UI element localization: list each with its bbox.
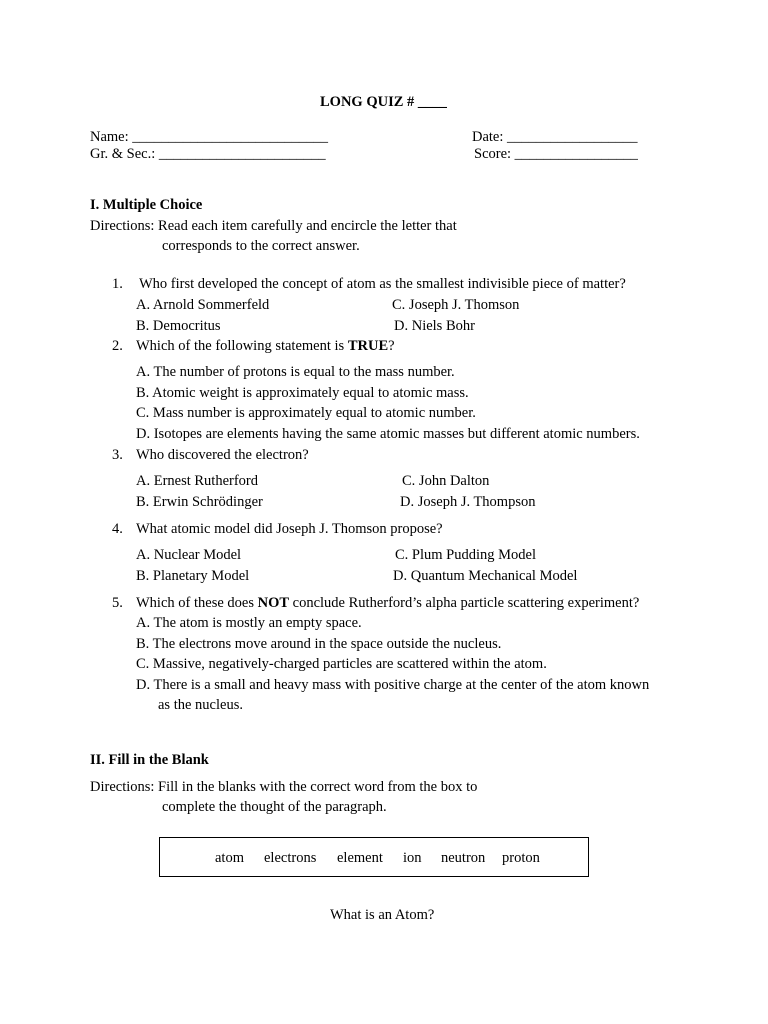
choice-a: A. The atom is mostly an empty space. — [136, 615, 362, 631]
choice-d: D. Quantum Mechanical Model — [393, 568, 578, 584]
choice-a: A. Arnold Sommerfeld — [136, 297, 270, 313]
question-number: 3. — [112, 447, 123, 463]
choice-b: B. Atomic weight is approximately equal to atomic mass. — [136, 385, 469, 401]
choice-c: C. Massive, negatively-charged particles are scattered within the atom. — [136, 656, 547, 672]
question-text: Who discovered the electron? — [136, 447, 309, 463]
question-text-part: conclude Rutherford’s alpha particle scattering experiment? — [289, 595, 640, 611]
word-bank-item: electrons — [264, 850, 317, 866]
choice-b: B. Planetary Model — [136, 568, 250, 584]
question-text: Who first developed the concept of atom as the smallest indivisible piece of matter? — [139, 276, 626, 292]
passage-title: What is an Atom? — [330, 907, 435, 923]
choice-a: A. Nuclear Model — [136, 547, 242, 563]
choice-b: B. Erwin Schrödinger — [136, 494, 263, 510]
choice-c: C. Joseph J. Thomson — [392, 297, 520, 313]
quiz-title: LONG QUIZ # ____ — [320, 94, 447, 110]
question-text-part: ? — [388, 338, 395, 354]
question-number: 1. — [112, 276, 123, 292]
name-field-label: Name: ___________________________ — [90, 129, 329, 145]
emphasis-word: TRUE — [347, 338, 389, 354]
question-text-part: Which of these does — [136, 595, 258, 611]
directions-line-1: Directions: Fill in the blanks with the correct word from the box to — [90, 779, 478, 795]
directions-line-2: complete the thought of the paragraph. — [162, 799, 387, 815]
word-bank-item: atom — [215, 850, 244, 866]
directions-line-2: corresponds to the correct answer. — [162, 238, 360, 254]
choice-a: A. The number of protons is equal to the mass number. — [136, 364, 455, 380]
word-bank-item: element — [337, 850, 383, 866]
grade-section-field-label: Gr. & Sec.: _______________________ — [90, 146, 326, 162]
choice-d-continuation: as the nucleus. — [158, 697, 243, 713]
question-text: What atomic model did Joseph J. Thomson propose? — [136, 521, 443, 537]
question-number: 2. — [112, 338, 123, 354]
choice-d: D. Isotopes are elements having the same atomic masses but different atomic numbers. — [136, 426, 640, 442]
question-text — [136, 338, 395, 355]
section-heading-fill-in-the-blank: II. Fill in the Blank — [90, 752, 209, 768]
word-bank-item: ion — [403, 850, 422, 866]
question-number: 5. — [112, 595, 123, 611]
choice-d: D. There is a small and heavy mass with positive charge at the center of the atom known — [136, 677, 650, 693]
choice-c: C. Mass number is approximately equal to atomic number. — [136, 405, 476, 421]
choice-b: B. The electrons move around in the space outside the nucleus. — [136, 636, 502, 652]
directions-line-1: Directions: Read each item carefully and encircle the letter that — [90, 218, 457, 234]
date-field-label: Date: __________________ — [472, 129, 638, 145]
score-field-label: Score: _________________ — [474, 146, 638, 162]
choice-d: D. Joseph J. Thompson — [400, 494, 536, 510]
question-text — [136, 595, 639, 612]
choice-d: D. Niels Bohr — [394, 318, 475, 334]
choice-c: C. John Dalton — [402, 473, 490, 489]
choice-c: C. Plum Pudding Model — [395, 547, 536, 563]
question-number: 4. — [112, 521, 123, 537]
word-bank-item: proton — [502, 850, 540, 866]
question-text-part: Which of the following statement is — [136, 338, 348, 354]
choice-a: A. Ernest Rutherford — [136, 473, 259, 489]
word-bank-box — [159, 837, 589, 877]
section-heading-multiple-choice: I. Multiple Choice — [90, 197, 203, 213]
word-bank-item: neutron — [441, 850, 486, 866]
choice-b: B. Democritus — [136, 318, 221, 334]
emphasis-word: NOT — [257, 595, 290, 611]
